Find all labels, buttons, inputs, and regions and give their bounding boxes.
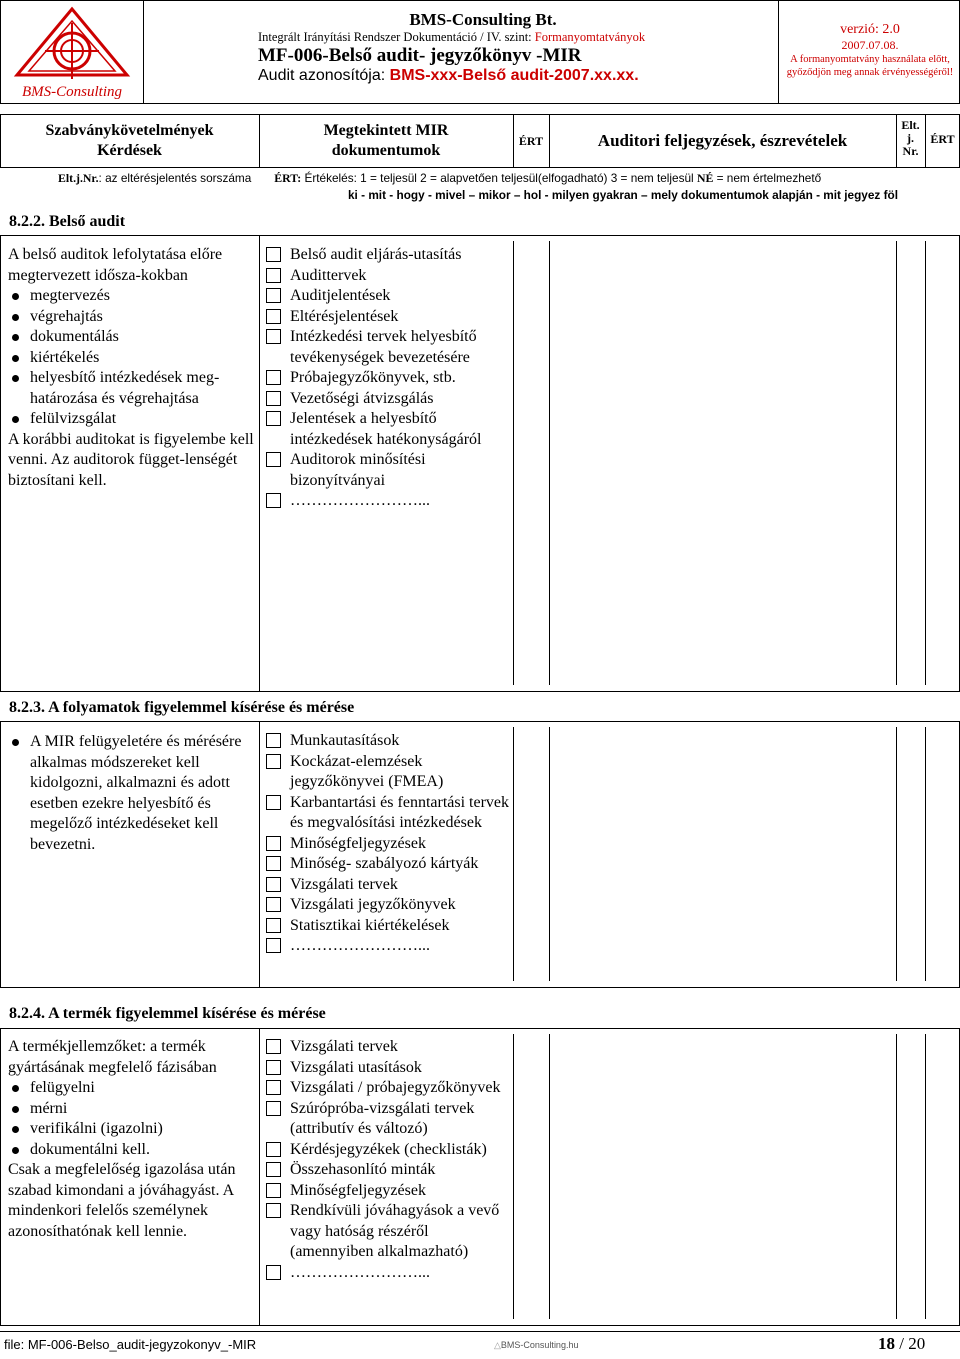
doc-item: Vizsgálati jegyzőkönyvek	[266, 895, 511, 916]
doc-item: Auditjelentések	[266, 286, 511, 307]
doc-item: ……………………...	[266, 1263, 516, 1284]
doc-item: Minőségfeljegyzések	[266, 834, 511, 855]
checkbox[interactable]	[266, 856, 281, 871]
doc-item: ……………………...	[266, 936, 511, 957]
checkbox[interactable]	[266, 268, 281, 283]
checkbox[interactable]	[266, 836, 281, 851]
checkbox[interactable]	[266, 754, 281, 769]
col-header-requirements: Szabványkövetelmények Kérdések	[45, 122, 214, 159]
checkbox[interactable]	[266, 918, 281, 933]
version-block	[780, 22, 960, 79]
section-title-8-2-2: 8.2.2. Belső audit	[9, 213, 126, 230]
checkbox[interactable]	[266, 1039, 281, 1054]
checkbox[interactable]	[266, 1183, 281, 1198]
col-header-rating: ÉRT	[518, 134, 544, 148]
doc-item: Szúrópróba-vizsgálati tervek (attributív és változó)	[266, 1099, 516, 1140]
doc-item: Auditorok minősítési bizonyítványai	[266, 450, 511, 491]
checkbox[interactable]	[266, 1265, 281, 1280]
section-1-documents	[266, 245, 511, 512]
audit-id: Audit azonosítója: BMS-xxx-Belső audit-2007.xx.xx.	[258, 67, 639, 84]
checkbox[interactable]	[266, 1101, 281, 1116]
triangle-logo-icon: △	[494, 1340, 501, 1350]
legend-line-1: Elt.j.Nr.: az eltérésjelentés sorszáma ÉRT: Értékelés: 1 = teljesül 2 = alapvetően teljesül(elfogadható) 3 = nem teljesül NÉ = nem értelmezhető	[58, 171, 822, 185]
list-item: felülvizsgálat	[8, 409, 254, 430]
form-title: MF-006-Belső audit- jegyzőkönyv -MIR	[258, 45, 582, 66]
checkbox[interactable]	[266, 877, 281, 892]
checkbox[interactable]	[266, 329, 281, 344]
footer-filename: file: MF-006-Belso_audit-jegyzokonyv_-MIR	[4, 1337, 257, 1352]
list-item: A MIR felügyeletére és mérésére alkalmas módszereket kell kidolgozni, alkalmazni és adott esetben ezekre helyesbítő és megelőző intézkedéseket kell bevezetni.	[8, 732, 254, 855]
col-header-nonconformity-no: Elt. j. Nr.	[901, 118, 920, 158]
bms-consulting-logo	[5, 3, 140, 101]
doc-subtitle: Integrált Irányítási Rendszer Dokumentáció / IV. szint: Formanyomtatványok	[258, 30, 646, 44]
section-3-documents	[266, 1037, 516, 1283]
section-2-requirements	[8, 732, 254, 855]
list-item: helyesbítő intézkedések meg-határozása és végrehajtása	[8, 368, 254, 409]
doc-item: Vizsgálati / próbajegyzőkönyvek	[266, 1078, 516, 1099]
doc-item: Vizsgálati tervek	[266, 875, 511, 896]
list-item: mérni	[8, 1099, 254, 1120]
doc-item: Kérdésjegyzékek (checklisták)	[266, 1140, 516, 1161]
section-3-requirements	[8, 1037, 254, 1242]
page-number: 18 / 20	[878, 1334, 926, 1353]
checkbox[interactable]	[266, 897, 281, 912]
doc-item: Vezetőségi átvizsgálás	[266, 389, 511, 410]
doc-item: Vizsgálati utasítások	[266, 1058, 516, 1079]
list-item: megtervezés	[8, 286, 254, 307]
section-2-documents	[266, 731, 511, 957]
doc-item: Minőség- szabályozó kártyák	[266, 854, 511, 875]
doc-item: Eltérésjelentések	[266, 307, 511, 328]
checkbox[interactable]	[266, 733, 281, 748]
checkbox[interactable]	[266, 1060, 281, 1075]
section-1-outro: A korábbi auditokat is figyelembe kell venni. Az auditorok függet-lenségét biztosítani kell.	[8, 430, 254, 489]
list-item: verifikálni (igazolni)	[8, 1119, 254, 1140]
doc-item: Karbantartási és fenntartási tervek és megvalósítási intézkedések	[266, 793, 511, 834]
doc-item: Intézkedési tervek helyesbítő tevékenységek bevezetésére	[266, 327, 511, 368]
checkbox[interactable]	[266, 938, 281, 953]
checkbox[interactable]	[266, 411, 281, 426]
section-3-bullets	[8, 1078, 254, 1160]
version-date: 2007.07.08.	[841, 38, 899, 52]
list-item: kiértékelés	[8, 348, 254, 369]
checkbox[interactable]	[266, 288, 281, 303]
doc-item: Próbajegyzőkönyvek, stb.	[266, 368, 511, 389]
doc-item: Összehasonlító minták	[266, 1160, 516, 1181]
doc-item: Audittervek	[266, 266, 511, 287]
section-1-intro: A belső auditok lefolytatása előre megtervezett idősza-kokban	[8, 246, 223, 284]
doc-item: ……………………...	[266, 491, 511, 512]
doc-item: Kockázat-elemzések jegyzőkönyvei (FMEA)	[266, 752, 511, 793]
doc-item: Belső audit eljárás-utasítás	[266, 245, 511, 266]
section-3-intro: A termékjellemzőket: a termék gyártásának megfelelő fázisában	[8, 1038, 217, 1076]
legend-line-2: ki - mit - hogy - mivel – mikor – hol - milyen gyakran – mely dokumentumok alapján - mit jegyez föl	[348, 188, 899, 202]
checkbox[interactable]	[266, 370, 281, 385]
version-label: verzió: 2.0	[840, 22, 900, 37]
company-name: BMS-Consulting Bt.	[409, 10, 557, 29]
doc-item: Rendkívüli jóváhagyások a vevő vagy hatóság részéről (amennyiben alkalmazható)	[266, 1201, 516, 1263]
col-header-rating-2: ÉRT	[930, 132, 955, 146]
checkbox[interactable]	[266, 1080, 281, 1095]
doc-item: Statisztikai kiértékelések	[266, 916, 511, 937]
notice-line-2: győződjön meg annak érvényességéről!	[786, 67, 954, 78]
checkbox[interactable]	[266, 493, 281, 508]
section-title-8-2-4: 8.2.4. A termék figyelemmel kísérése és mérése	[9, 1005, 326, 1022]
section-1-requirements	[8, 245, 254, 491]
checkbox[interactable]	[266, 1203, 281, 1218]
section-title-8-2-3: 8.2.3. A folyamatok figyelemmel kísérése és mérése	[9, 699, 355, 716]
footer-site: △BMS-Consulting.hu	[494, 1340, 579, 1350]
checkbox[interactable]	[266, 452, 281, 467]
doc-item: Minőségfeljegyzések	[266, 1181, 516, 1202]
list-item: végrehajtás	[8, 307, 254, 328]
doc-item: Vizsgálati tervek	[266, 1037, 516, 1058]
section-2-bullets	[8, 732, 254, 855]
checkbox[interactable]	[266, 1162, 281, 1177]
col-header-documents: Megtekintett MIR dokumentumok	[323, 122, 449, 159]
section-3-outro: Csak a megfelelőség igazolása után szabad kimondani a jóváhagyást. A mindenkori felelős személynek azonosíthatónak kell lennie.	[8, 1161, 236, 1240]
checkbox[interactable]	[266, 1142, 281, 1157]
checkbox[interactable]	[266, 391, 281, 406]
checkbox[interactable]	[266, 247, 281, 262]
checkbox[interactable]	[266, 309, 281, 324]
doc-item: Munkautasítások	[266, 731, 511, 752]
page-header	[0, 0, 960, 104]
svg-text:BMS-Consulting: BMS-Consulting	[22, 84, 122, 100]
doc-item: Jelentések a helyesbítő intézkedések hatékonyságáról	[266, 409, 511, 450]
list-item: felügyelni	[8, 1078, 254, 1099]
notice-line-1: A formanyomtatvány használata előtt,	[790, 54, 950, 65]
checkbox[interactable]	[266, 795, 281, 810]
section-1-bullets	[8, 286, 254, 430]
col-header-notes: Auditori feljegyzések, észrevételek	[597, 131, 848, 150]
list-item: dokumentálás	[8, 327, 254, 348]
list-item: dokumentálni kell.	[8, 1140, 254, 1161]
